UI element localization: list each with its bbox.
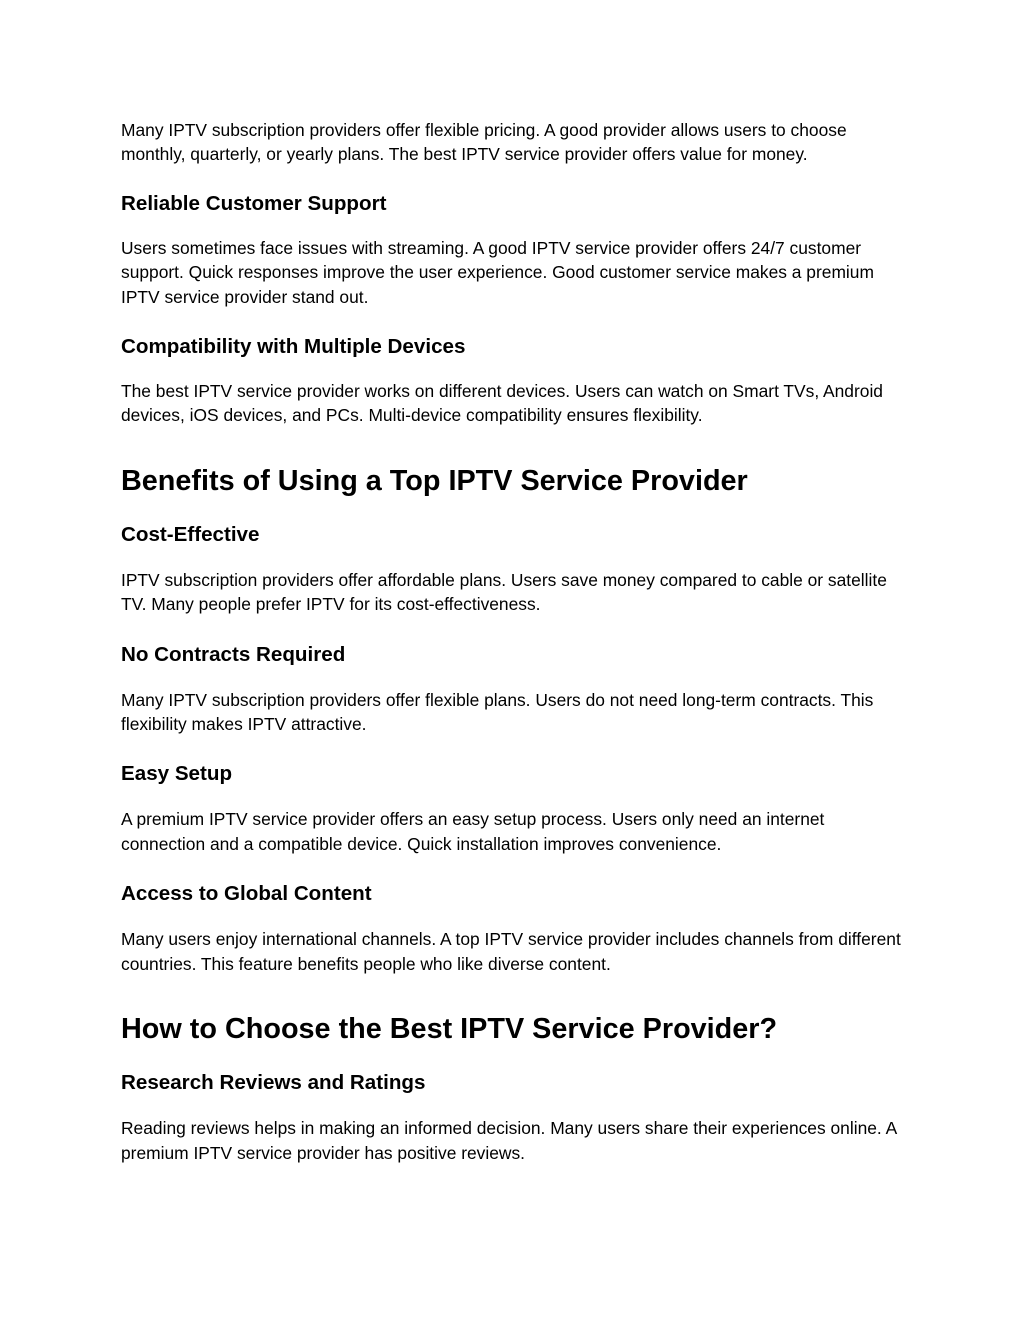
document-page	[121, 118, 911, 1165]
paragraph-research-reviews: Reading reviews helps in making an informed decision. Many users share their experiences online. A premium IPTV service provider has positive reviews.	[121, 1118, 897, 1163]
heading-easy-setup: Easy Setup	[121, 762, 233, 786]
paragraph-easy-setup: A premium IPTV service provider offers an easy setup process. Users only need an internet connection and a compatible device. Quick installation improves convenience.	[121, 809, 825, 854]
heading-research-reviews: Research Reviews and Ratings	[121, 1071, 426, 1095]
heading-no-contracts: No Contracts Required	[121, 642, 346, 666]
section-heading-how-to-choose: How to Choose the Best IPTV Service Provider?	[121, 1013, 778, 1046]
section-heading-benefits: Benefits of Using a Top IPTV Service Provider	[121, 464, 748, 497]
paragraph-cost-effective: IPTV subscription providers offer affordable plans. Users save money compared to cable or satellite TV. Many people prefer IPTV for its cost-effectiveness.	[121, 569, 887, 615]
paragraph-customer-support: Users sometimes face issues with streaming. A good IPTV service provider offers 24/7 customer support. Quick responses improve the user experience. Good customer service makes a premium IPTV service provider stand out.	[121, 237, 874, 307]
heading-global-content: Access to Global Content	[121, 882, 372, 906]
paragraph-global-content: Many users enjoy international channels. A top IPTV service provider includes channels from different countries. This feature benefits people who like diverse content.	[121, 929, 901, 974]
heading-customer-support: Reliable Customer Support	[121, 191, 387, 215]
heading-cost-effective: Cost-Effective	[121, 522, 260, 546]
paragraph-multiple-devices: The best IPTV service provider works on different devices. Users can watch on Smart TVs, Android devices, iOS devices, and PCs. Multi-device compatibility ensures flexibility.	[121, 381, 883, 426]
paragraph-no-contracts: Many IPTV subscription providers offer flexible plans. Users do not need long-term contracts. This flexibility makes IPTV attractive.	[121, 689, 874, 735]
paragraph-flexible-pricing: Many IPTV subscription providers offer flexible pricing. A good provider allows users to choose monthly, quarterly, or yearly plans. The best IPTV service provider offers value for money.	[121, 120, 847, 165]
heading-multiple-devices: Compatibility with Multiple Devices	[121, 335, 466, 359]
